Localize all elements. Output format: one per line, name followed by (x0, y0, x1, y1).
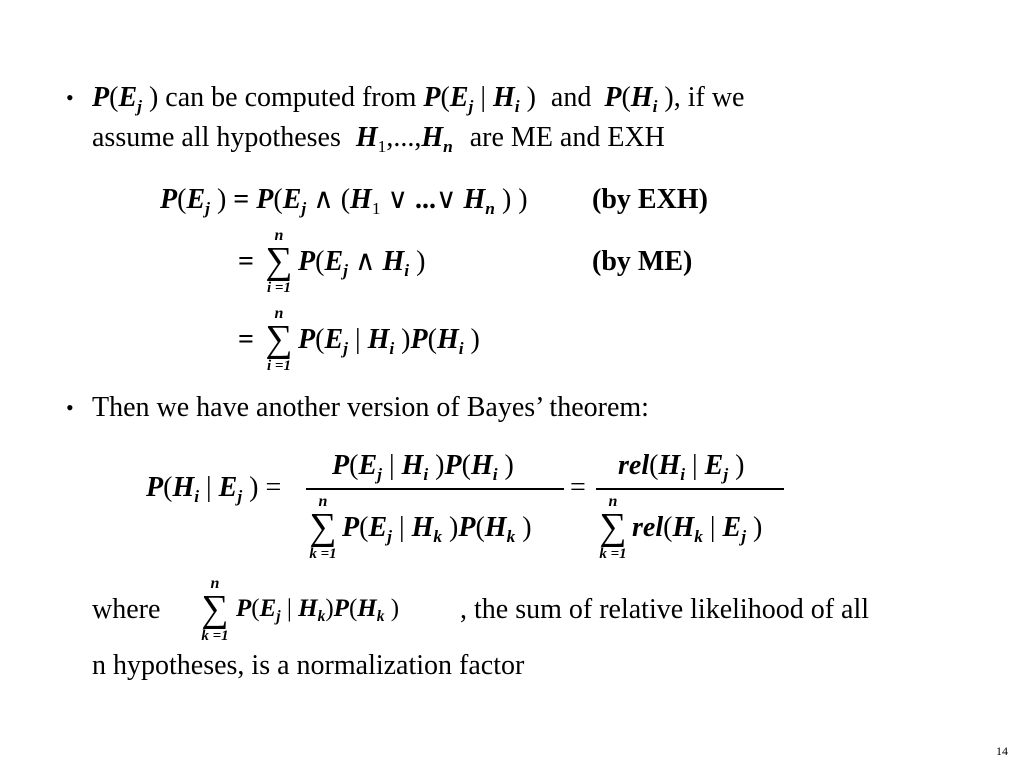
formula-h1-hn: $H_1,...,H_n$ (355, 122, 453, 157)
bullet-1-text-a: can be computed from (165, 82, 417, 113)
bullet-1-text-assume: assume all hypotheses (92, 122, 341, 153)
derivation-line-3: $P(E_j$ | $H_i$ )$P(H_i$ ) (298, 324, 480, 359)
bayes-equals-2: = (570, 472, 586, 503)
bayes-denominator-1: $P(E_j$ | $H_k$ )$P(H_k$ ) (342, 512, 532, 547)
bullet-marker-2: • (66, 395, 74, 420)
bayes-numerator-2: $rel(H_i$ | $E_j$ ) (618, 450, 745, 485)
note-by-exh: (by EXH) (592, 184, 708, 215)
where-formula: $P(E_j$ | $H_k)P(H_k$ ) (236, 595, 400, 626)
where-line-2: n hypotheses, is a normalization factor (92, 650, 525, 681)
bullet-1-text-if-we: , if we (673, 82, 745, 113)
derivation-line-2: $P(E_j$ ∧ $H_i$ ) (298, 246, 426, 281)
bullet-1-line-1 (92, 82, 744, 117)
bayes-numerator-1: $P(E_j$ | $H_i$ )$P(H_i$ ) (332, 450, 514, 485)
equals-sign-3: = (238, 324, 254, 355)
bayes-lhs: $P(H_i$ | $E_j$ ) = (146, 472, 282, 507)
formula-p-ej: $P(E_j$ ) (92, 82, 159, 117)
bullet-1-text-and: and (550, 82, 592, 113)
note-by-me: (by ME) (592, 246, 693, 277)
bullet-marker-1: • (66, 85, 74, 110)
page-number: 14 (996, 744, 1008, 758)
bullet-2-text: Then we have another version of Bayes’ theorem: (92, 392, 649, 423)
where-tail: , the sum of relative likelihood of all (460, 594, 870, 625)
bullet-1-text-me-exh: are ME and EXH (469, 122, 665, 153)
fraction-bar-1 (306, 488, 564, 490)
derivation-line-1: $P(E_j$ ) = $P(E_j$ ∧ ($H_1$ ∨ ...∨ $H_n$ ) ) (160, 184, 528, 219)
bayes-denominator-2: $rel(H_k$ | $E_j$ ) (632, 512, 763, 547)
bullet-1-line-2 (92, 122, 665, 157)
equals-sign-2: = (238, 246, 254, 277)
where-label: where (92, 594, 161, 625)
formula-p-hi: $P(H_i$ ) (604, 82, 674, 117)
fraction-bar-2 (596, 488, 784, 490)
formula-p-ej-given-hi: $P(E_j$ | $H_i$ ) (423, 82, 536, 117)
